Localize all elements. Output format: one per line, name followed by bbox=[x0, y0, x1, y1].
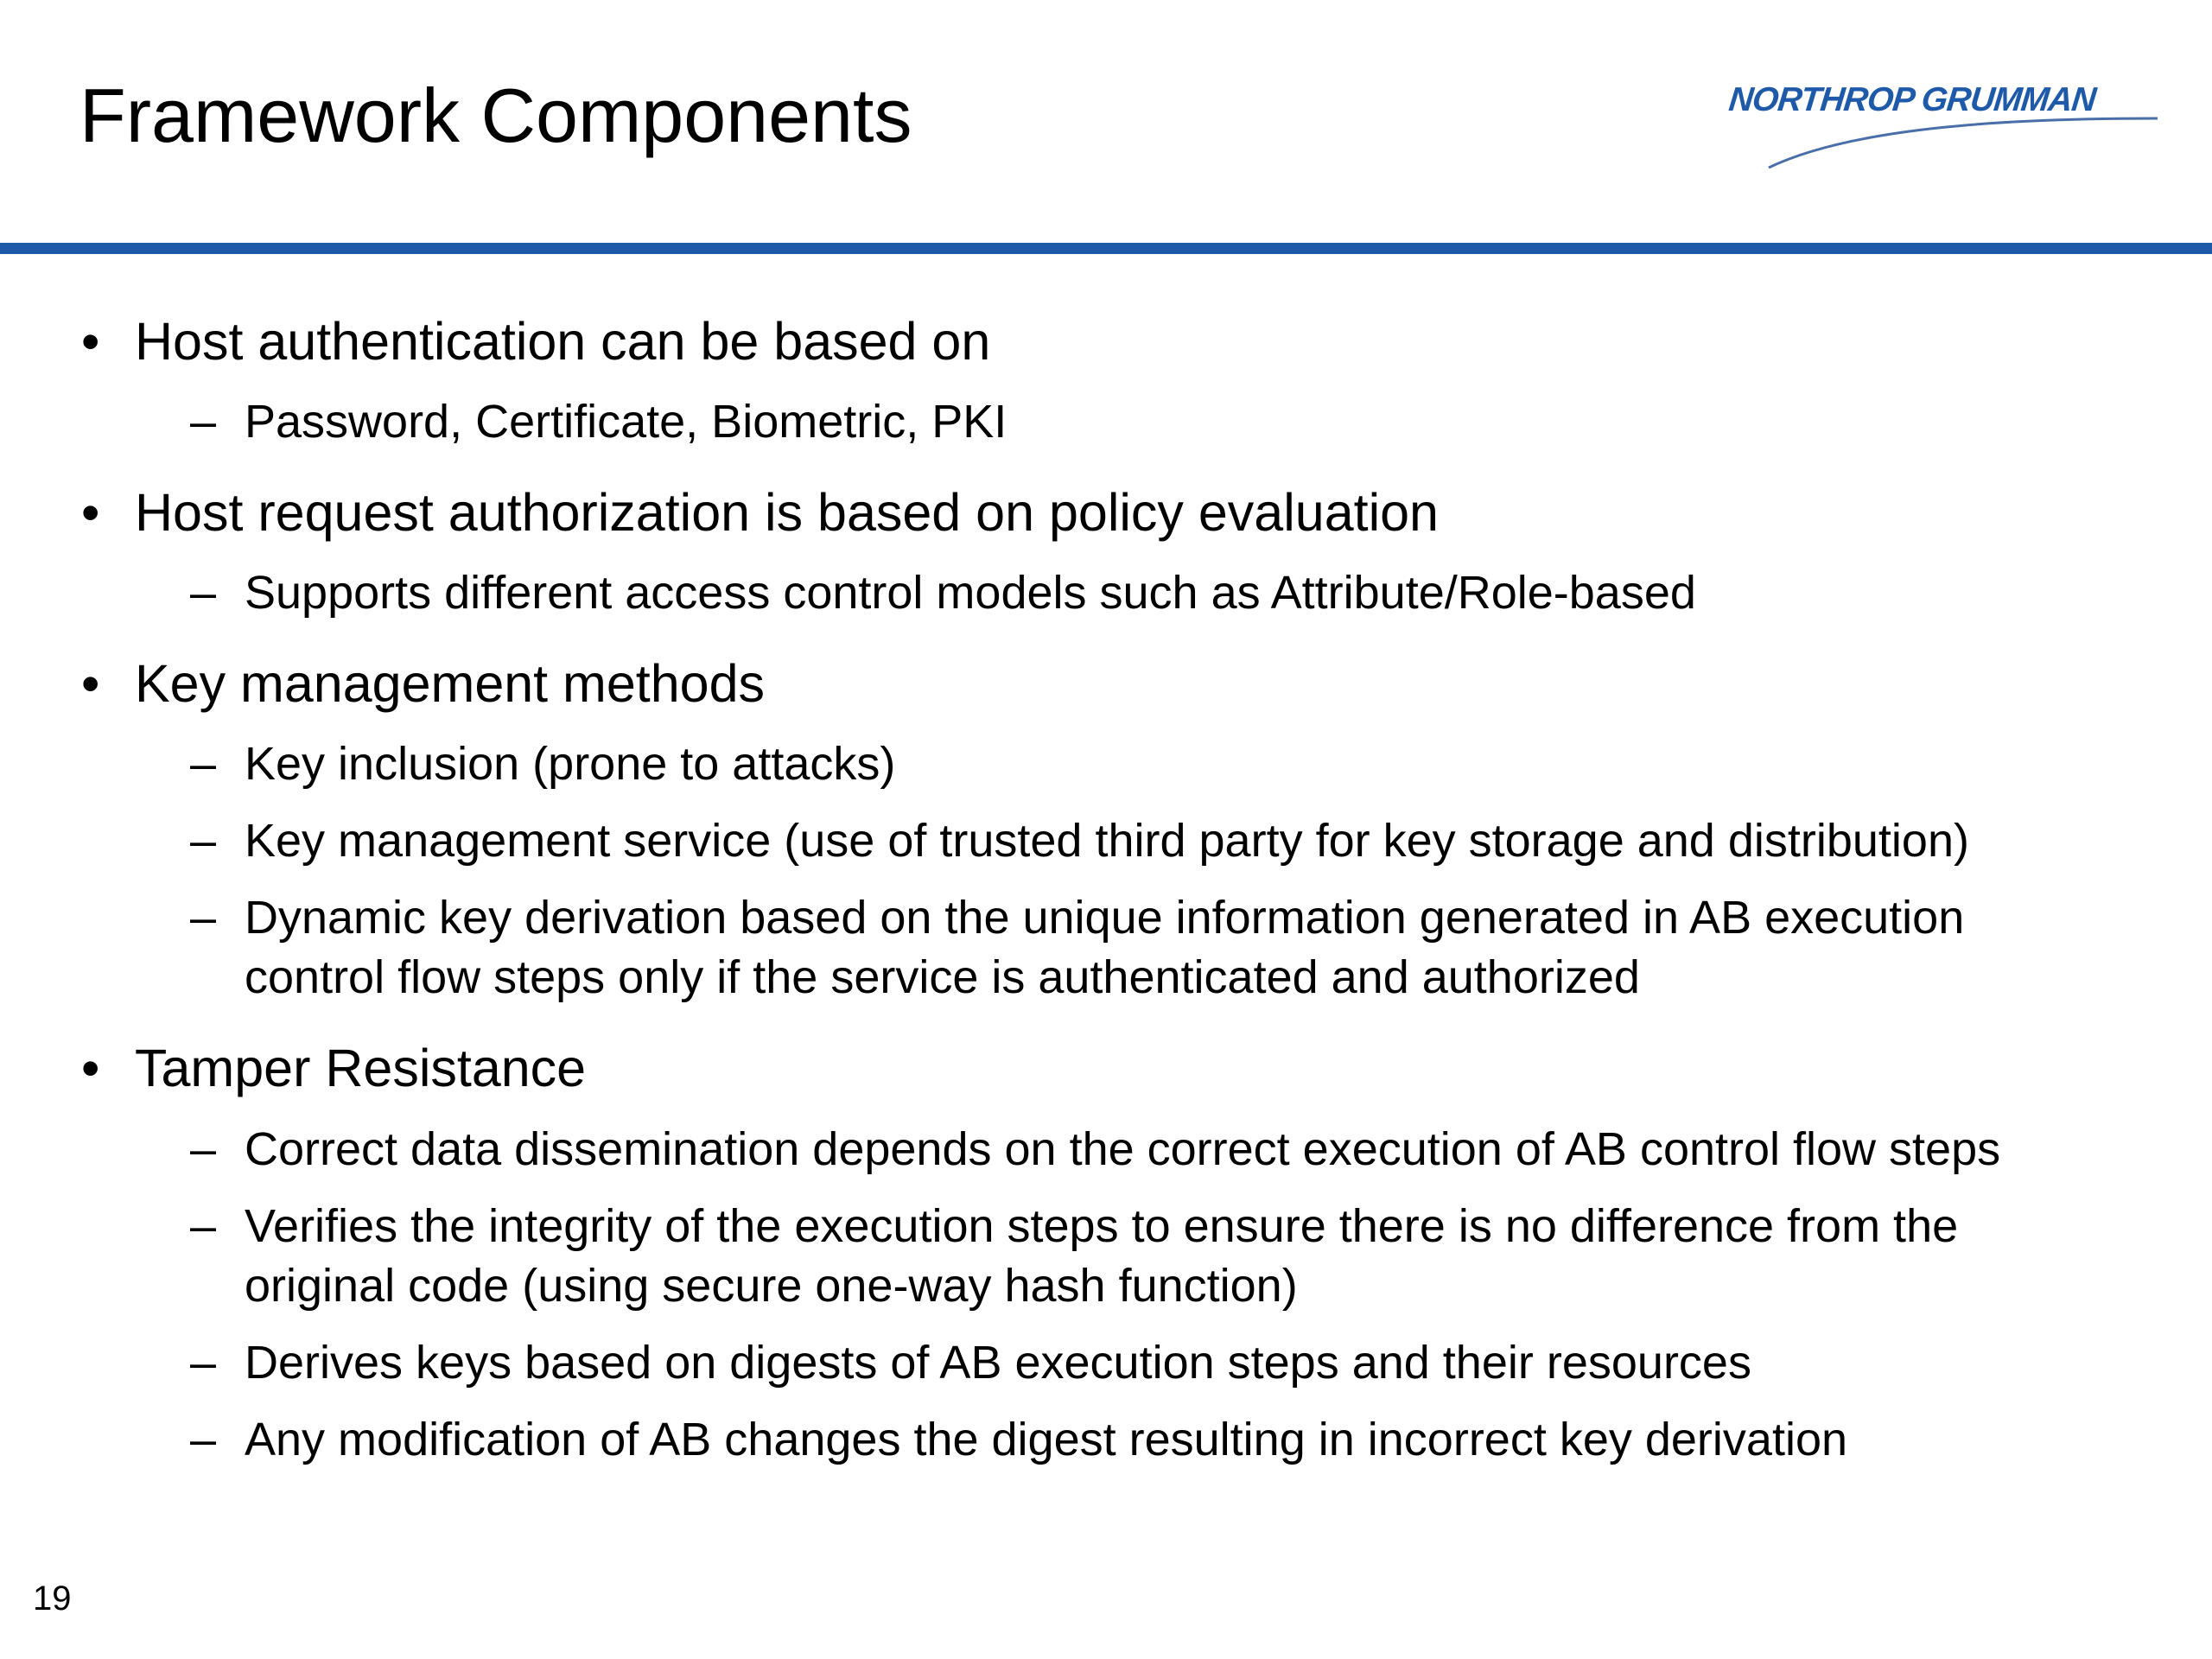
sub-bullet-dynamic-key-derivation bbox=[190, 888, 1965, 1007]
bullet-key-management-methods bbox=[81, 653, 766, 714]
sub-bullet-text-line-1: Dynamic key derivation based on the unique information generated in AB execution bbox=[245, 892, 1965, 944]
page-number: 19 bbox=[33, 1580, 72, 1618]
sub-bullet-marker: – bbox=[190, 892, 217, 944]
bullet-host-authentication bbox=[81, 311, 991, 372]
sub-bullet-key-management-service bbox=[190, 811, 1969, 871]
sub-bullet-text: Correct data dissemination depends on the correct execution of AB control flow steps bbox=[245, 1123, 2001, 1175]
bullet-text: Tamper Resistance bbox=[135, 1039, 587, 1097]
logo-wordmark: NORTHROP GRUMMAN bbox=[1726, 81, 2098, 118]
bullet-text: Host request authorization is based on policy evaluation bbox=[135, 483, 1439, 542]
sub-bullet-marker: – bbox=[190, 1337, 217, 1389]
sub-bullet-verifies-integrity bbox=[190, 1197, 1959, 1316]
sub-bullet-text: Key management service (use of trusted third party for key storage and distribution) bbox=[245, 815, 1969, 867]
sub-bullet-auth-methods bbox=[190, 392, 1007, 452]
sub-bullet-text-line-1: Verifies the integrity of the execution steps to ensure there is no difference from the bbox=[245, 1200, 1959, 1252]
bullet-marker: • bbox=[81, 1039, 100, 1097]
bullet-text: Host authentication can be based on bbox=[135, 312, 991, 371]
sub-bullet-access-control-models bbox=[190, 563, 1696, 623]
sub-bullet-marker: – bbox=[190, 1414, 217, 1465]
bullet-marker: • bbox=[81, 654, 100, 713]
sub-bullet-marker: – bbox=[190, 396, 217, 448]
bullet-marker: • bbox=[81, 483, 100, 542]
northrop-grumman-logo bbox=[1724, 79, 2164, 175]
sub-bullet-text: Key inclusion (prone to attacks) bbox=[245, 738, 896, 790]
sub-bullet-marker: – bbox=[190, 1123, 217, 1175]
logo-swoosh-icon bbox=[1724, 79, 2164, 175]
sub-bullet-text: Password, Certificate, Biometric, PKI bbox=[245, 396, 1007, 448]
bullet-text: Key management methods bbox=[135, 654, 766, 713]
sub-bullet-marker: – bbox=[190, 1200, 217, 1252]
bullet-tamper-resistance bbox=[81, 1038, 587, 1098]
sub-bullet-derives-keys bbox=[190, 1333, 1751, 1393]
sub-bullet-text: Derives keys based on digests of AB execution steps and their resources bbox=[245, 1337, 1751, 1389]
sub-bullet-marker: – bbox=[190, 738, 217, 790]
sub-bullet-correct-data-dissemination bbox=[190, 1120, 2001, 1179]
sub-bullet-text-line-2: control flow steps only if the service is authenticated and authorized bbox=[245, 951, 1640, 1003]
sub-bullet-text-line-2: original code (using secure one-way hash function) bbox=[245, 1260, 1298, 1312]
sub-bullet-key-inclusion bbox=[190, 734, 896, 794]
bullet-host-request-authorization bbox=[81, 482, 1439, 543]
sub-bullet-text: Supports different access control models such as Attribute/Role-based bbox=[245, 567, 1696, 619]
sub-bullet-marker: – bbox=[190, 567, 217, 619]
header-divider bbox=[0, 243, 2212, 254]
bullet-marker: • bbox=[81, 312, 100, 371]
slide-title: Framework Components bbox=[79, 73, 912, 158]
sub-bullet-text: Any modification of AB changes the digest resulting in incorrect key derivation bbox=[245, 1414, 1848, 1465]
sub-bullet-marker: – bbox=[190, 815, 217, 867]
sub-bullet-any-modification bbox=[190, 1410, 1848, 1470]
